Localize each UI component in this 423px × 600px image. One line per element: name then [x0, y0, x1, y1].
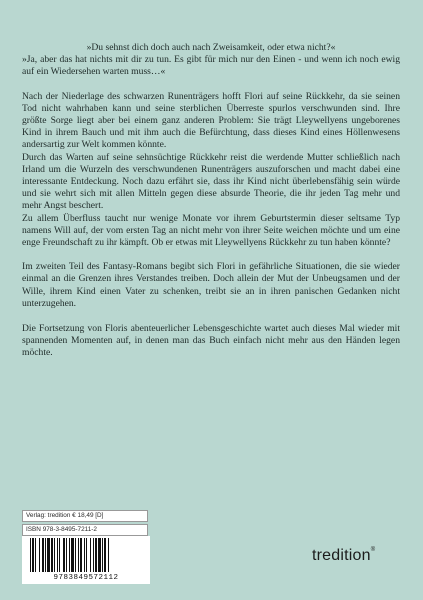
quote-line-2: »Ja, aber das hat nichts mit dir zu tun. Es gibt für mich nur den Einen - und wenn ich noch ewig auf ein Wiedersehen warten muss…«: [22, 54, 400, 78]
quote-line-1: »Du sehnst dich doch auch nach Zweisamkeit, oder etwa nicht?«: [86, 42, 336, 53]
publisher-price-label: Verlag: tredition € 18,49 [D]: [22, 510, 148, 522]
publisher-logo: [312, 547, 375, 565]
blurb-paragraph-1: Nach der Niederlage des schwarzen Runenträgers hofft Flori auf seine Rückkehr, da sie seinen Tod nicht wahrhaben kann und seine sterblichen Überreste spurlos verschwunden sind. Ihre größte Sorge liegt aber bei einem ganz anderen Problem: Sie trägt Lleywellyens ungeborenes Kind in ihrem Bauch und mit ihm auch die Befürchtung, dass dieses Kind eines Höllenwesens andersartig zur Welt kommen könnte.: [22, 90, 400, 151]
blurb-paragraph-5: Die Fortsetzung von Floris abenteuerlicher Lebensgeschichte wartet auch dieses Mal wieder mit spannenden Momenten auf, in denen man das Buch einfach nicht mehr aus den Händen legen möchte.: [22, 323, 400, 359]
blurb-paragraph-3: Zu allem Überfluss taucht nur wenige Monate vor ihrem Geburtstermin dieser seltsame Typ namens Will auf, der vom ersten Tag an nicht mehr von ihrer Seite weichen möchte und um eine enge Freundschaft zu ihr kämpft. Ob er etwas mit Lleywellyens Rückkehr zu tun haben könnte?: [22, 212, 400, 249]
imprint-info: [22, 510, 148, 538]
blurb-text: [22, 42, 400, 360]
logo-text: tredition: [312, 547, 371, 564]
barcode-bars-icon: [28, 538, 144, 574]
blurb-paragraph-4: Im zweiten Teil des Fantasy-Romans begibt sich Flori in gefährliche Situationen, die sie wieder einmal an die Grenzen ihres Verstandes treiben. Doch allein der Mut der Unbeugsamen und der Wille, ihrem Kind einen Vater zu schenken, treibt sie an in ihren panischen Gedanken nicht unterzugehen.: [22, 261, 400, 309]
blurb-paragraph-2: Durch das Warten auf seine sehnsüchtige Rückkehr reist die werdende Mutter schließlich nach Irland um die Wurzeln des verschwundenen Runenträgers auszuforschen und macht dabei eine interessante Entdeckung. Noch dazu erfährt sie, dass ihr Kind nicht überlebensfähig sein würde und sie wehrt sich mit allen Mitteln gegen diese absurde Theorie, die ihr jeden Tag mehr und mehr Angst beschert.: [22, 151, 400, 212]
isbn-label: ISBN 978-3-8495-7211-2: [22, 524, 148, 536]
barcode-number: 9783849572112: [53, 574, 119, 582]
registered-mark-icon: ®: [370, 547, 376, 553]
barcode: [22, 536, 150, 584]
